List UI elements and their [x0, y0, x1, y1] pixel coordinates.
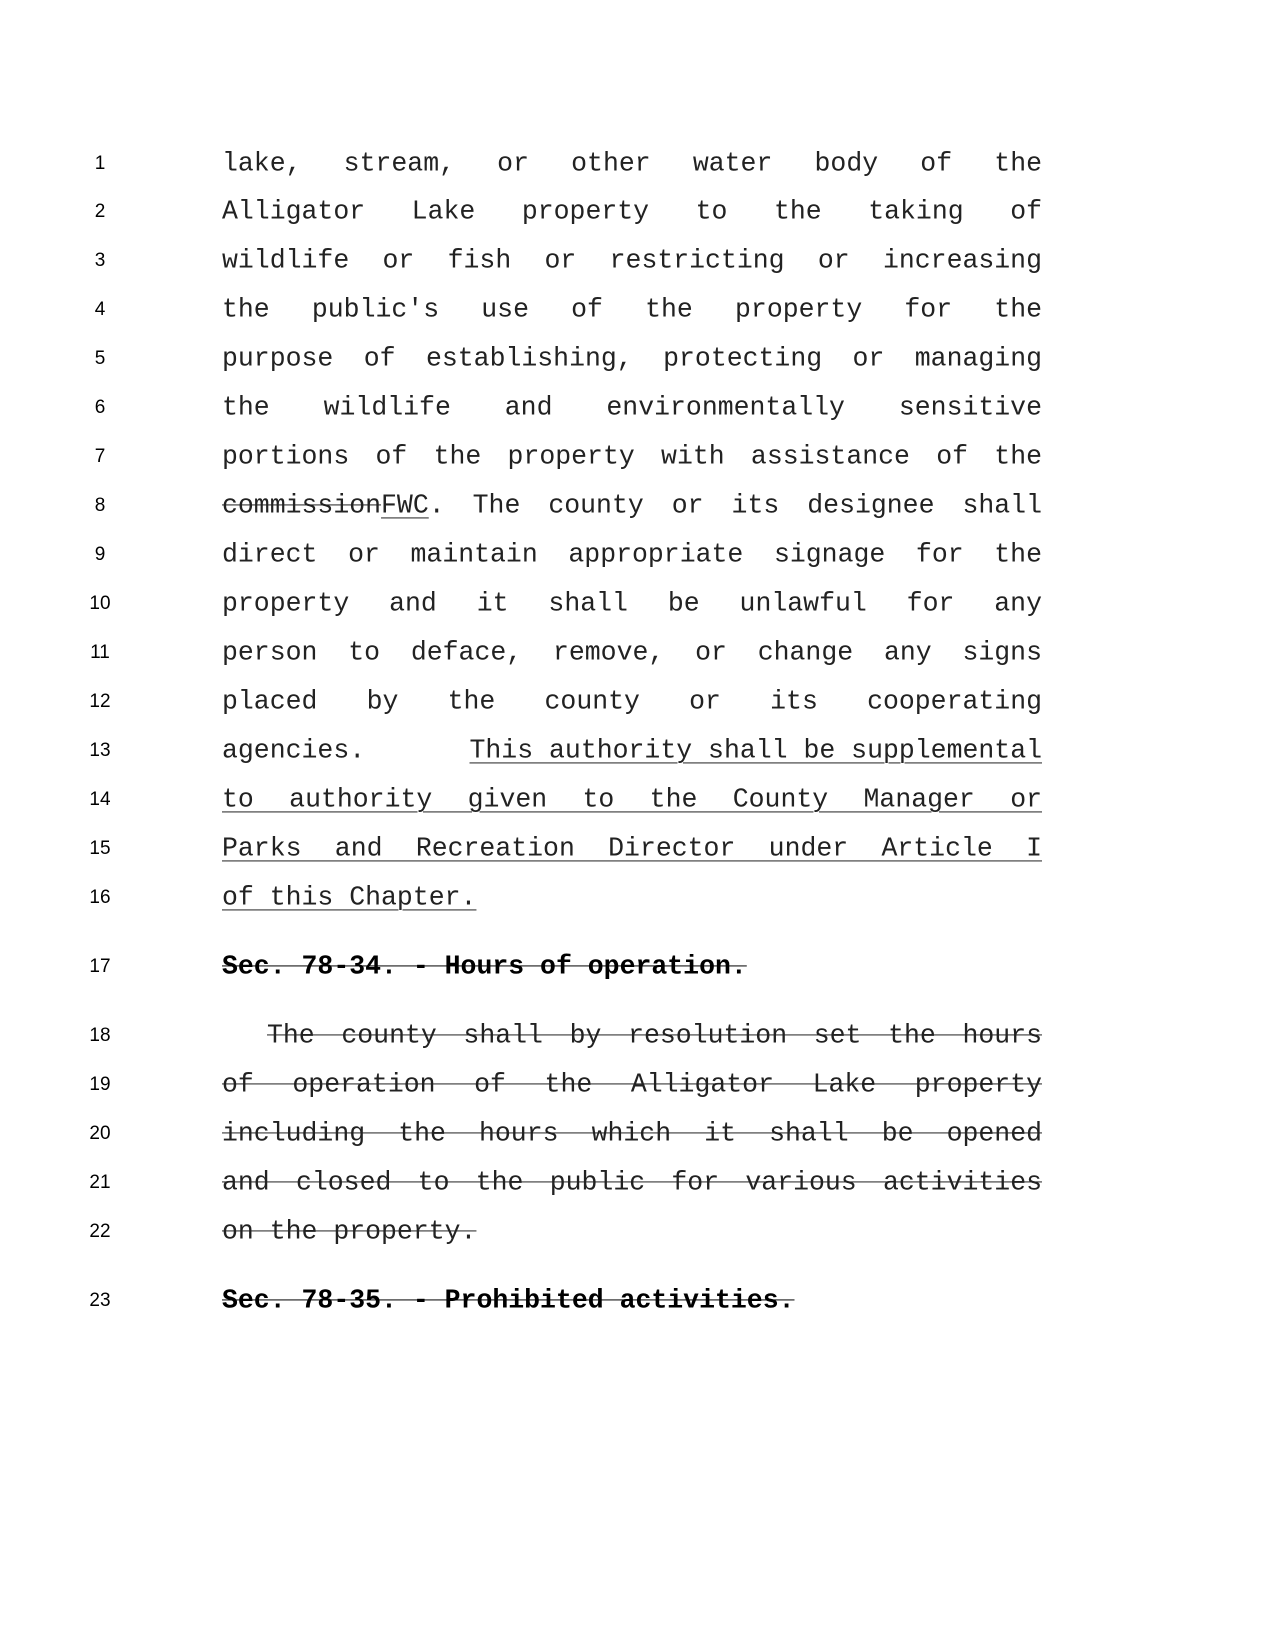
- line-number: 15: [89, 837, 111, 859]
- line-text: the public's use of the property for the: [222, 293, 1042, 324]
- line-text: lake, stream, or other water body of the: [222, 147, 1042, 178]
- inserted-text: Parks and Recreation Director under Article I: [222, 832, 1042, 863]
- text-line: [0, 873, 1275, 922]
- line-text: Alligator Lake property to the taking of: [222, 195, 1042, 226]
- line-text: placed by the county or its cooperating: [222, 685, 1042, 716]
- line-text: the wildlife and environmentally sensitive: [222, 391, 1042, 422]
- deleted-heading-text: Sec. 78-35. - Prohibited activities.: [222, 1284, 795, 1315]
- line-number: 13: [89, 739, 111, 761]
- text-line: [0, 530, 1275, 579]
- line-number: 10: [89, 592, 111, 614]
- line-number: 8: [94, 494, 106, 516]
- text-line: [0, 1207, 1275, 1256]
- line-number: 9: [94, 543, 106, 565]
- line-text: purpose of establishing, protecting or managing: [222, 342, 1042, 373]
- text-line: [0, 1011, 1275, 1060]
- line-number: 17: [89, 955, 111, 977]
- text-line: [0, 481, 1275, 530]
- text-line: [0, 285, 1275, 334]
- text-line: [0, 824, 1275, 873]
- line-text: [222, 491, 1042, 520]
- text-line: [0, 579, 1275, 628]
- deleted-text: including the hours which it shall be opened: [222, 1117, 1042, 1148]
- text-line: [0, 187, 1275, 236]
- line-number: 6: [94, 396, 106, 418]
- text-line: [0, 236, 1275, 285]
- text-line: [0, 334, 1275, 383]
- line-number: 4: [94, 298, 106, 320]
- deleted-text: and closed to the public for various activities: [222, 1166, 1042, 1197]
- deleted-text: on the property.: [222, 1215, 477, 1246]
- line-number: 7: [94, 445, 106, 467]
- line-number: 2: [94, 200, 106, 222]
- line-text: [222, 883, 1042, 912]
- line-number: 1: [94, 152, 106, 174]
- text-line: [0, 1158, 1275, 1207]
- line-number: 22: [89, 1220, 111, 1242]
- section-heading: [222, 952, 1042, 981]
- line-number: 23: [89, 1289, 111, 1311]
- deleted-heading-text: Sec. 78-34. - Hours of operation.: [222, 950, 747, 981]
- text-line: [0, 1060, 1275, 1109]
- line-number: 11: [90, 641, 110, 663]
- line-number: 5: [94, 347, 106, 369]
- line-number: 12: [89, 690, 111, 712]
- line-number: 19: [89, 1073, 111, 1095]
- line-text: person to deface, remove, or change any signs: [222, 636, 1042, 667]
- text-line: [0, 1109, 1275, 1158]
- line-number: 16: [89, 886, 111, 908]
- section-heading: [222, 1286, 1042, 1315]
- deleted-text: The county shall by resolution set the hours: [267, 1019, 1042, 1050]
- text-line: [0, 677, 1275, 726]
- line-number: 3: [94, 249, 106, 271]
- text-line: [0, 775, 1275, 824]
- line-number: 20: [89, 1122, 111, 1144]
- text-line: [0, 139, 1275, 188]
- plain-text: . The county or its designee shall: [428, 489, 1042, 520]
- text-line: [0, 726, 1275, 775]
- deleted-text: of operation of the Alligator Lake property: [222, 1068, 1042, 1099]
- line-number: 21: [89, 1171, 111, 1193]
- inserted-text: FWC: [381, 489, 429, 520]
- line-number: 14: [89, 788, 111, 810]
- line-text: portions of the property with assistance of the: [222, 440, 1042, 471]
- text-line: [0, 383, 1275, 432]
- inserted-text: of this Chapter.: [222, 881, 477, 912]
- section-heading-line: [0, 1276, 1275, 1325]
- plain-text: agencies.: [222, 734, 382, 765]
- deleted-text: commission: [222, 489, 382, 520]
- line-text: [222, 736, 1042, 765]
- text-line: [0, 432, 1275, 481]
- line-text: property and it shall be unlawful for any: [222, 587, 1042, 618]
- section-heading-line: [0, 942, 1275, 991]
- line-number: 18: [89, 1024, 111, 1046]
- inserted-text: This authority shall be supplemental: [469, 734, 1042, 765]
- inserted-text: to authority given to the County Manager or: [222, 783, 1042, 814]
- text-line: [0, 628, 1275, 677]
- line-text: wildlife or fish or restricting or increasing: [222, 244, 1042, 275]
- line-text: direct or maintain appropriate signage for the: [222, 538, 1042, 569]
- line-text: [222, 1217, 1042, 1246]
